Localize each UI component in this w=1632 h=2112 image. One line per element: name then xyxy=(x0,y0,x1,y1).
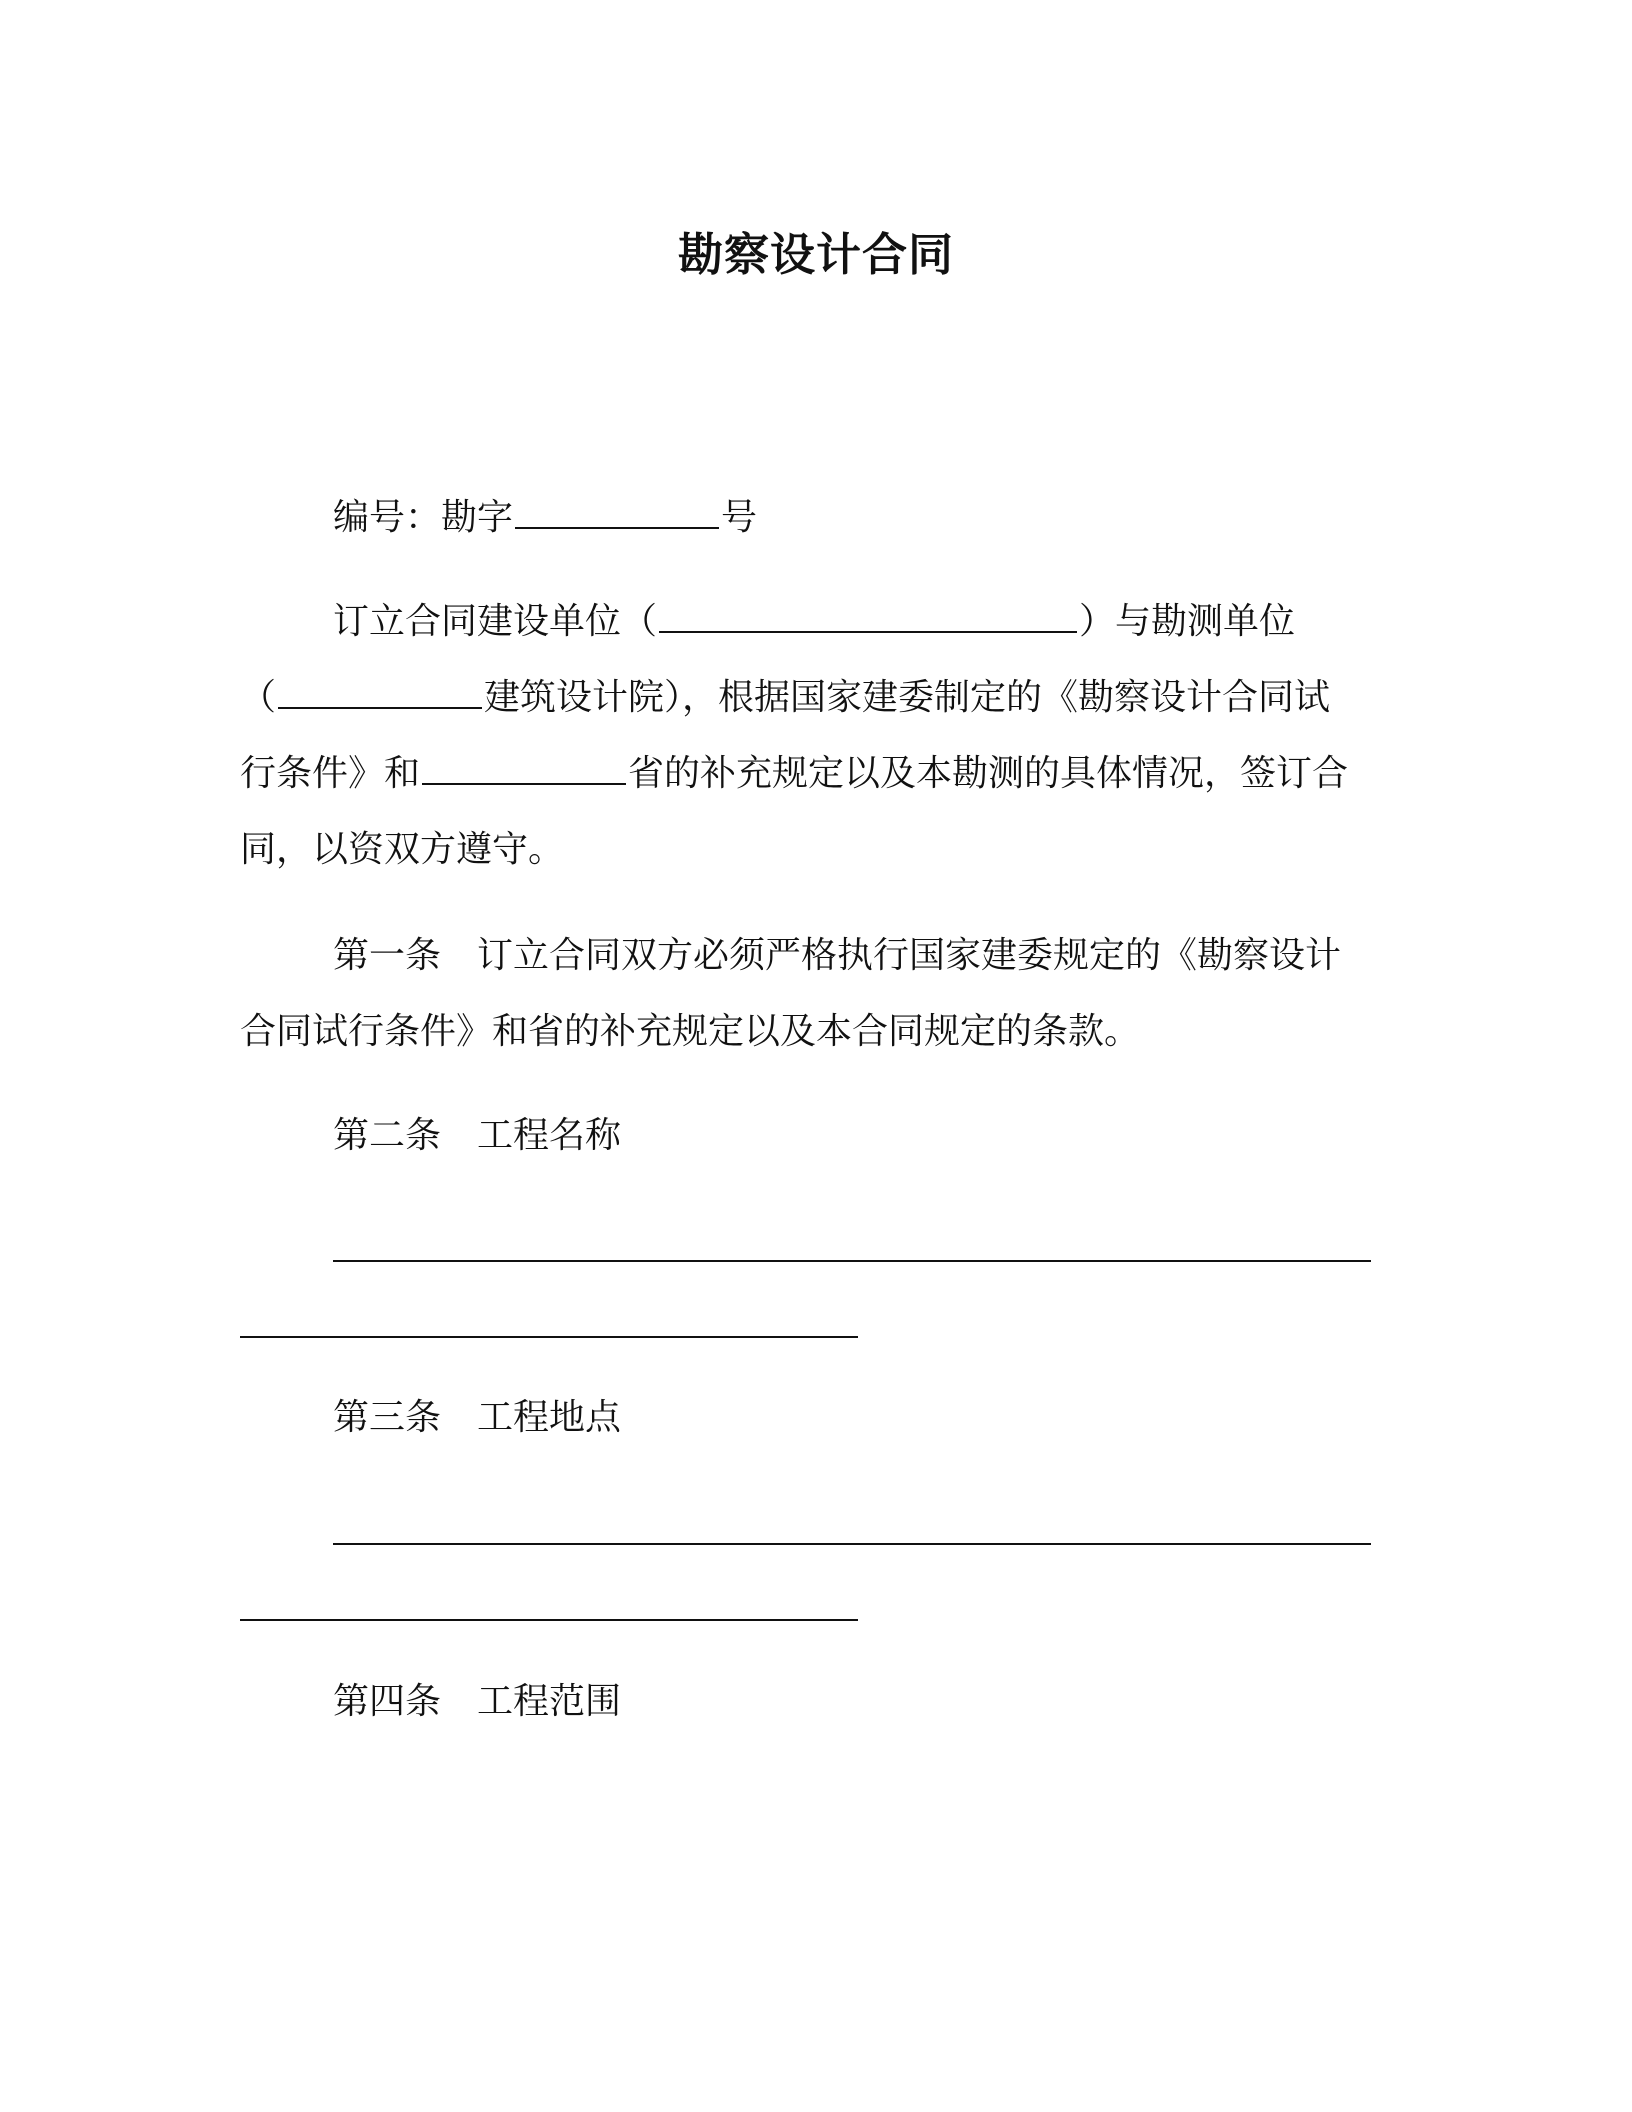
article-4-label: 第四条 xyxy=(333,1681,442,1722)
design-institute-blank[interactable] xyxy=(278,706,482,709)
intro-line-1 xyxy=(333,596,1295,648)
contract-number-line xyxy=(333,492,757,544)
intro-text: 行条件》和 xyxy=(240,753,421,794)
project-name-blank-line-2[interactable] xyxy=(240,1336,858,1338)
article-2-label: 第二条 xyxy=(333,1115,442,1156)
project-name-blank-line-1[interactable] xyxy=(333,1260,1371,1262)
article-1-line-1 xyxy=(333,930,1341,982)
article-4-title: 工程范围 xyxy=(477,1681,622,1722)
article-3-title: 工程地点 xyxy=(477,1397,622,1438)
article-3-heading xyxy=(333,1392,621,1444)
intro-text: ）与勘测单位 xyxy=(1079,601,1296,642)
intro-line-2 xyxy=(240,672,1330,724)
intro-text: 建筑设计院），根据国家建委制定的《勘察设计合同试 xyxy=(484,677,1331,718)
article-1-text: 订立合同双方必须严格执行国家建委规定的《勘察设计 xyxy=(477,935,1342,976)
contract-number-blank[interactable] xyxy=(515,526,719,529)
article-1-label: 第一条 xyxy=(333,935,442,976)
article-4-heading xyxy=(333,1676,621,1728)
intro-text: 省的补充规定以及本勘测的具体情况，签订合 xyxy=(628,753,1349,794)
article-2-title: 工程名称 xyxy=(477,1115,622,1156)
contract-number-suffix: 号 xyxy=(721,497,758,538)
article-1-line-2: 合同试行条件》和省的补充规定以及本合同规定的条款。 xyxy=(240,1011,1141,1052)
construction-unit-blank[interactable] xyxy=(659,630,1077,633)
article-3-label: 第三条 xyxy=(333,1397,442,1438)
project-location-blank-line-2[interactable] xyxy=(240,1619,858,1621)
project-location-blank-line-1[interactable] xyxy=(333,1543,1371,1545)
document-title: 勘察设计合同 xyxy=(677,228,954,281)
contract-number-prefix: 编号：勘字 xyxy=(333,497,514,538)
province-blank[interactable] xyxy=(422,782,626,785)
intro-text: 订立合同建设单位（ xyxy=(333,601,658,642)
intro-line-3 xyxy=(240,748,1348,800)
article-2-heading xyxy=(333,1110,621,1162)
intro-line-4: 同，以资双方遵守。 xyxy=(240,829,565,870)
intro-text: （ xyxy=(240,677,277,718)
